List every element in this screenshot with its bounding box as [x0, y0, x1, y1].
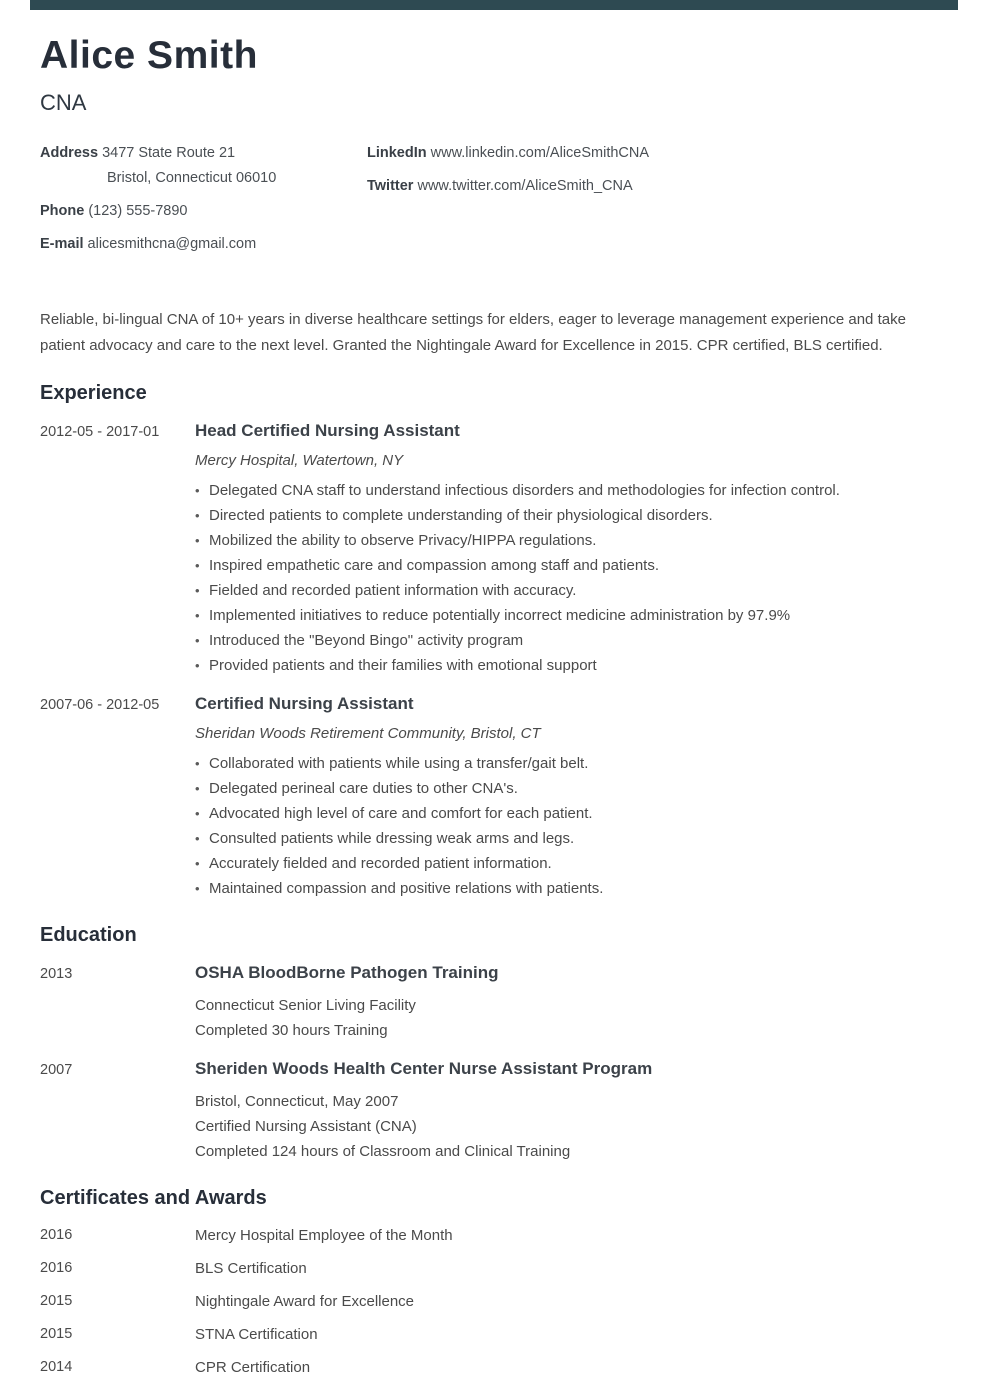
address-value-line1: 3477 State Route 21: [102, 145, 236, 161]
certificate-year: 2014: [40, 1359, 73, 1375]
experience-body: [195, 694, 950, 901]
experience-bullet: • Introduced the "Beyond Bingo" activity program: [195, 628, 950, 653]
contact-column-left: [40, 146, 367, 270]
experience-bullet: • Advocated high level of care and comfort for each patient.: [195, 801, 950, 826]
experience-entry: [40, 421, 950, 678]
experience-bullet: • Provided patients and their families with emotional support: [195, 653, 950, 678]
experience-bullet: • Delegated perineal care duties to other CNA's.: [195, 776, 950, 801]
contact-section: [40, 146, 950, 270]
education-detail-line: Bristol, Connecticut, May 2007: [195, 1093, 399, 1110]
certificate-label: Mercy Hospital Employee of the Month: [195, 1227, 453, 1244]
professional-summary: Reliable, bi-lingual CNA of 10+ years in diverse healthcare settings for elders, eager to leverage management experience and take patient advocacy and care to the next level. Granted the Nightingale Award for Excellence in 2015. CPR certified, BLS certified.: [40, 311, 906, 354]
experience-job-title: Certified Nursing Assistant: [195, 694, 414, 713]
experience-bullet: • Accurately fielded and recorded patient information.: [195, 851, 950, 876]
education-year: 2013: [40, 966, 73, 982]
address-label: Address: [40, 145, 99, 161]
certificate-label: STNA Certification: [195, 1326, 318, 1343]
contact-column-right: [367, 146, 950, 270]
section-heading-experience: Experience: [40, 382, 147, 404]
contact-phone: [40, 204, 367, 219]
experience-job-title: Head Certified Nursing Assistant: [195, 421, 460, 440]
education-details: [195, 993, 950, 1043]
experience-bullet: • Consulted patients while dressing weak arms and legs.: [195, 826, 950, 851]
certificate-row: [40, 1360, 950, 1375]
email-value: alicesmithcna@gmail.com: [87, 236, 257, 252]
twitter-label: Twitter: [367, 178, 414, 194]
phone-label: Phone: [40, 203, 85, 219]
certificate-row: [40, 1261, 950, 1276]
email-label: E-mail: [40, 236, 84, 252]
twitter-value: www.twitter.com/AliceSmith_CNA: [417, 178, 633, 194]
section-heading-certificates: Certificates and Awards: [40, 1187, 267, 1209]
contact-address: [40, 146, 367, 186]
address-value-line2: Bristol, Connecticut 06010: [107, 170, 277, 186]
experience-bullet: • Maintained compassion and positive relations with patients.: [195, 876, 950, 901]
person-job-title: CNA: [40, 90, 87, 115]
experience-bullet: • Delegated CNA staff to understand infectious disorders and methodologies for infection control.: [195, 478, 950, 503]
experience-body: [195, 421, 950, 678]
education-body: [195, 963, 950, 1043]
linkedin-value: www.linkedin.com/AliceSmithCNA: [430, 145, 650, 161]
experience-dates: 2012-05 - 2017-01: [40, 424, 160, 440]
education-entry: [40, 963, 950, 1043]
experience-bullet: • Collaborated with patients while using a transfer/gait belt.: [195, 751, 950, 776]
certificate-year: 2015: [40, 1293, 73, 1309]
experience-company: Mercy Hospital, Watertown, NY: [195, 452, 404, 469]
experience-bullet: • Implemented initiatives to reduce potentially incorrect medicine administration by 97.9%: [195, 603, 950, 628]
education-details: [195, 1089, 950, 1164]
certificate-year: 2016: [40, 1227, 73, 1243]
certificate-row: [40, 1294, 950, 1309]
certificates-list: [40, 1228, 950, 1375]
experience-bullet: • Directed patients to complete understanding of their physiological disorders.: [195, 503, 950, 528]
education-body: [195, 1059, 950, 1164]
education-detail-line: Completed 30 hours Training: [195, 1022, 388, 1039]
contact-twitter: [367, 179, 950, 194]
education-detail-line: Certified Nursing Assistant (CNA): [195, 1118, 417, 1135]
top-accent-bar: [30, 0, 958, 10]
person-name: Alice Smith: [40, 34, 258, 77]
experience-entry: [40, 694, 950, 901]
education-detail-line: Completed 124 hours of Classroom and Clinical Training: [195, 1143, 571, 1160]
linkedin-label: LinkedIn: [367, 145, 427, 161]
education-entry: [40, 1059, 950, 1164]
certificate-label: Nightingale Award for Excellence: [195, 1293, 415, 1310]
education-detail-line: Connecticut Senior Living Facility: [195, 997, 416, 1014]
certificate-label: CPR Certification: [195, 1359, 311, 1376]
experience-bullet: • Inspired empathetic care and compassion among staff and patients.: [195, 553, 950, 578]
education-year: 2007: [40, 1062, 73, 1078]
phone-value: (123) 555-7890: [88, 203, 188, 219]
experience-dates: 2007-06 - 2012-05: [40, 697, 160, 713]
contact-linkedin: [367, 146, 950, 161]
certificate-label: BLS Certification: [195, 1260, 307, 1277]
contact-email: [40, 237, 367, 252]
certificate-year: 2016: [40, 1260, 73, 1276]
section-heading-education: Education: [40, 924, 137, 946]
education-title: OSHA BloodBorne Pathogen Training: [195, 963, 499, 982]
certificate-year: 2015: [40, 1326, 73, 1342]
experience-company: Sheridan Woods Retirement Community, Bristol, CT: [195, 725, 541, 742]
certificate-row: [40, 1228, 950, 1243]
education-title: Sheriden Woods Health Center Nurse Assistant Program: [195, 1059, 653, 1078]
certificate-row: [40, 1327, 950, 1342]
experience-bullet-list: [195, 478, 950, 678]
experience-bullet: • Fielded and recorded patient information with accuracy.: [195, 578, 950, 603]
experience-bullet: • Mobilized the ability to observe Privacy/HIPPA regulations.: [195, 528, 950, 553]
experience-bullet-list: [195, 751, 950, 901]
